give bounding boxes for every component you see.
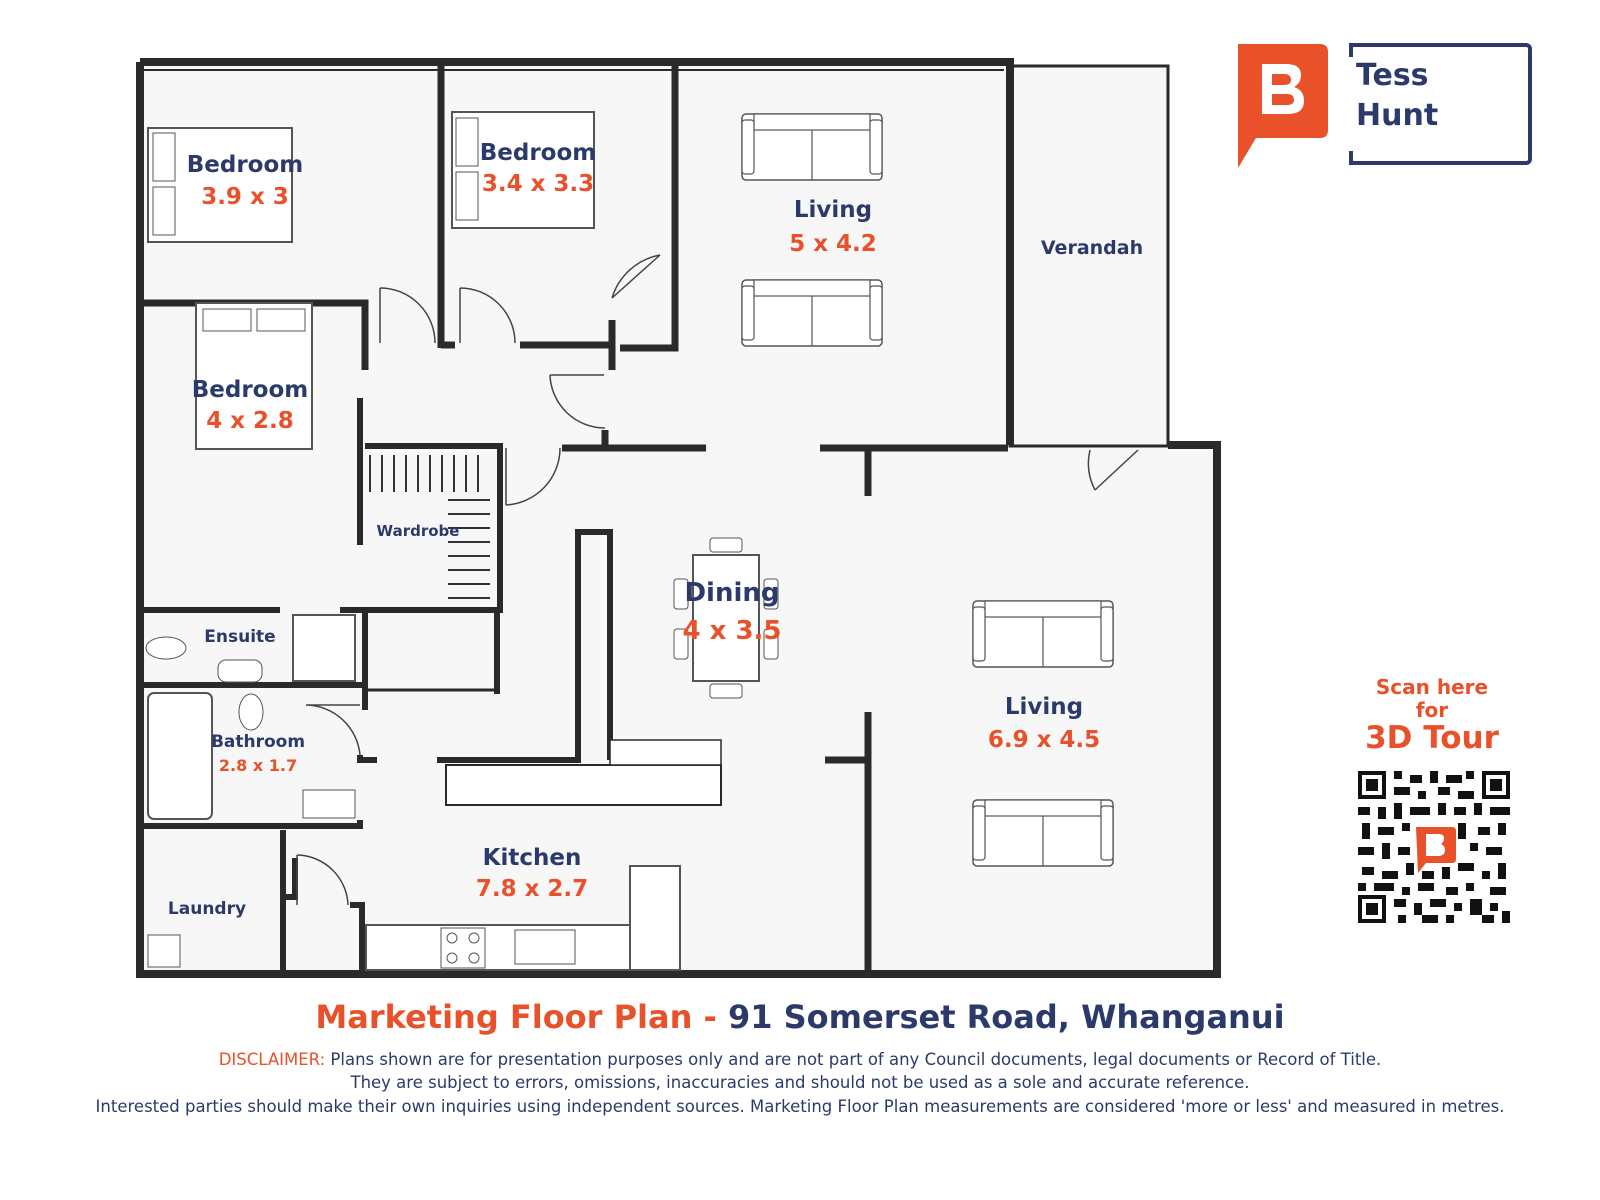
disclaimer-label: DISCLAIMER:	[218, 1050, 326, 1069]
room-name-laundry: Laundry	[167, 899, 247, 919]
brand-logo-icon	[1232, 44, 1328, 169]
footer-address: 91 Somerset Road, Whanganui	[727, 998, 1285, 1036]
qr-code-icon[interactable]	[1358, 771, 1510, 923]
room-dim-bedroom-1: 3.9 x 3	[201, 184, 289, 210]
disclaimer-line-2: They are subject to errors, omissions, inaccuracies and should not be used as a sole and accurate reference.	[350, 1073, 1250, 1092]
tour-scan-label: Scan here	[1375, 675, 1489, 699]
room-dim-living-1: 5 x 4.2	[789, 231, 877, 257]
room-dim-bedroom-2: 3.4 x 3.3	[481, 171, 595, 197]
room-dim-kitchen: 7.8 x 2.7	[475, 876, 589, 902]
room-name-living-2: Living	[1004, 694, 1084, 720]
room-dim-living-2: 6.9 x 4.5	[987, 727, 1101, 753]
brand-name	[1356, 56, 1438, 136]
room-name-wardrobe: Wardrobe	[376, 522, 460, 540]
tour-3d-label: 3D Tour	[1365, 720, 1499, 756]
brand-name-line-2: Hunt	[1356, 98, 1439, 133]
room-name-living-1: Living	[793, 197, 873, 223]
room-dim-dining: 4 x 3.5	[682, 616, 782, 646]
disclaimer-line-1	[0, 1050, 1600, 1069]
room-name-kitchen: Kitchen	[482, 845, 582, 871]
brand-name-line-1: Tess	[1356, 58, 1429, 93]
room-dim-bedroom-3: 4 x 2.8	[206, 408, 294, 434]
footer-title-prefix: Marketing Floor Plan -	[315, 998, 717, 1036]
room-name-bathroom: Bathroom	[210, 732, 306, 752]
room-name-bedroom-1: Bedroom	[186, 152, 304, 178]
room-name-dining: Dining	[684, 578, 780, 608]
room-name-bedroom-2: Bedroom	[479, 140, 597, 166]
footer-title	[0, 998, 1600, 1036]
room-name-verandah: Verandah	[1040, 237, 1144, 259]
disclaimer-text-1: Plans shown are for presentation purposes only and are not part of any Council documents, legal documents or Record of Title.	[330, 1050, 1382, 1069]
room-dim-bathroom: 2.8 x 1.7	[218, 756, 298, 775]
room-name-bedroom-3: Bedroom	[191, 377, 309, 403]
tour-for-label: for	[1415, 698, 1449, 722]
room-name-ensuite: Ensuite	[204, 627, 276, 647]
disclaimer-line-3: Interested parties should make their own inquiries using independent sources. Marketing Floor Plan measurements are considered 'more or less' and measured in metres.	[95, 1097, 1505, 1116]
